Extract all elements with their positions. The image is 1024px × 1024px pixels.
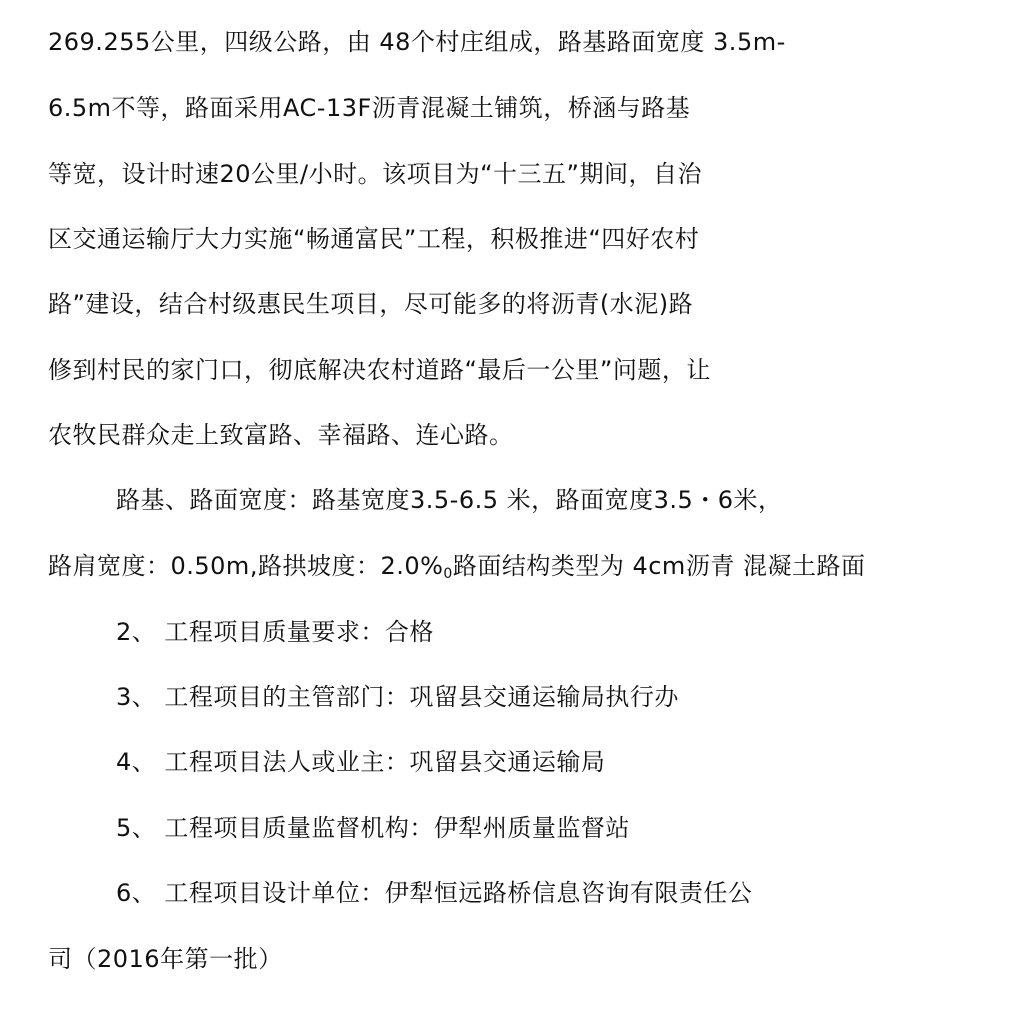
paragraph-line-4: 区交通运输厅大力实施“畅通富民”工程，积极推进“四好农村 xyxy=(48,225,700,253)
line9-subscript: 0 xyxy=(443,566,453,582)
paragraph-line-5: 路”建设，结合村级惠民生项目，尽可能多的将沥青(水泥)路 xyxy=(48,290,694,318)
paragraph-line-6: 修到村民的家门口，彻底解决农村道路“最后一公里”问题，让 xyxy=(48,356,711,384)
list-item-2: 2、 工程项目质量要求：合格 xyxy=(116,618,434,646)
paragraph-line-7: 农牧民群众走上致富路、幸福路、连心路。 xyxy=(48,421,514,449)
paragraph-line-9 xyxy=(48,551,865,589)
paragraph-line-2: 6.5m不等，路面采用AC-13F沥青混凝土铺筑，桥涵与路基 xyxy=(48,94,691,122)
list-item-4: 4、 工程项目法人或业主：巩留县交通运输局 xyxy=(116,748,606,776)
paragraph-line-last: 司（2016年第一批） xyxy=(48,945,283,973)
line9-before: 路肩宽度：0.50m,路拱坡度：2.0% xyxy=(48,552,444,580)
list-item-3: 3、 工程项目的主管部门：巩留县交通运输局执行办 xyxy=(116,683,679,711)
paragraph-line-8: 路基、路面宽度：路基宽度3.5-6.5 米，路面宽度3.5・6米， xyxy=(116,486,783,514)
paragraph-line-1: 269.255公里，四级公路，由 48个村庄组成，路基路面宽度 3.5m- xyxy=(48,28,786,56)
list-item-6: 6、 工程项目设计单位：伊犁恒远路桥信息咨询有限责任公 xyxy=(116,879,753,907)
list-item-5: 5、 工程项目质量监督机构：伊犁州质量监督站 xyxy=(116,814,630,842)
line9-after: 路面结构类型为 4cm沥青 混凝土路面 xyxy=(452,552,866,580)
paragraph-line-3: 等宽，设计时速20公里/小时。该项目为“十三五”期间，自治 xyxy=(48,160,702,188)
